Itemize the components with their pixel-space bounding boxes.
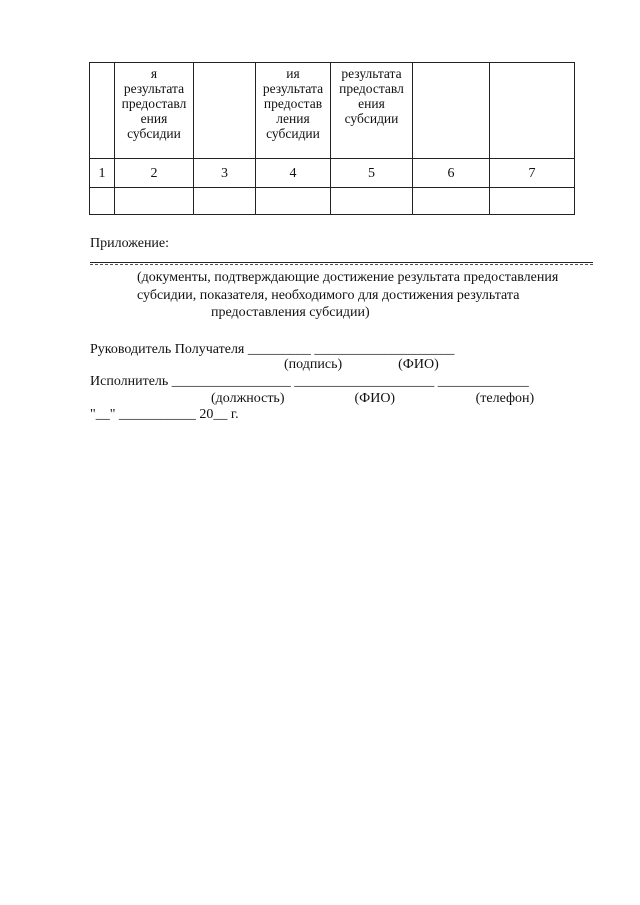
table-header-row — [90, 63, 575, 159]
attachment-note-line: предоставления субсидии) — [211, 305, 370, 320]
table-header-cell — [413, 63, 490, 159]
attachment-note-line: (документы, подтверждающие достижение результата предоставления — [137, 270, 559, 285]
head-signature-line: Руководитель Получателя _________ ____________________ — [90, 342, 455, 357]
table-cell — [490, 188, 575, 215]
column-number-cell: 3 — [194, 159, 256, 188]
attachment-note-line: субсидии, показателя, необходимого для достижения результата — [137, 288, 520, 303]
table-header-cell: результата предоставл ения субсидии — [331, 63, 413, 159]
table-cell — [194, 188, 256, 215]
table-header-cell — [490, 63, 575, 159]
table-cell — [331, 188, 413, 215]
column-number-cell: 4 — [256, 159, 331, 188]
head-signature-caption: (подпись) (ФИО) — [284, 357, 439, 372]
table-header-cell: ия результата предостав ления субсидии — [256, 63, 331, 159]
table-cell — [90, 188, 115, 215]
date-line: "__" ___________ 20__ г. — [90, 407, 239, 422]
column-number-cell: 2 — [115, 159, 194, 188]
attachment-label: Приложение: — [90, 236, 170, 251]
table-cell — [256, 188, 331, 215]
table-header-cell: я результата предоставл ения субсидии — [115, 63, 194, 159]
table-header-cell — [194, 63, 256, 159]
table-cell — [115, 188, 194, 215]
table-row-empty — [90, 188, 575, 215]
table-header-cell — [90, 63, 115, 159]
column-number-cell: 1 — [90, 159, 115, 188]
executor-signature-caption: (должность) (ФИО) (телефон) — [211, 391, 535, 406]
report-table — [89, 62, 575, 215]
column-number-cell: 6 — [413, 159, 490, 188]
column-number-cell: 7 — [490, 159, 575, 188]
attachment-blank-line — [90, 262, 593, 263]
executor-signature-line: Исполнитель _________________ ____________________ _____________ — [90, 374, 529, 389]
table-row-column-numbers — [90, 159, 575, 188]
column-number-cell: 5 — [331, 159, 413, 188]
table-cell — [413, 188, 490, 215]
